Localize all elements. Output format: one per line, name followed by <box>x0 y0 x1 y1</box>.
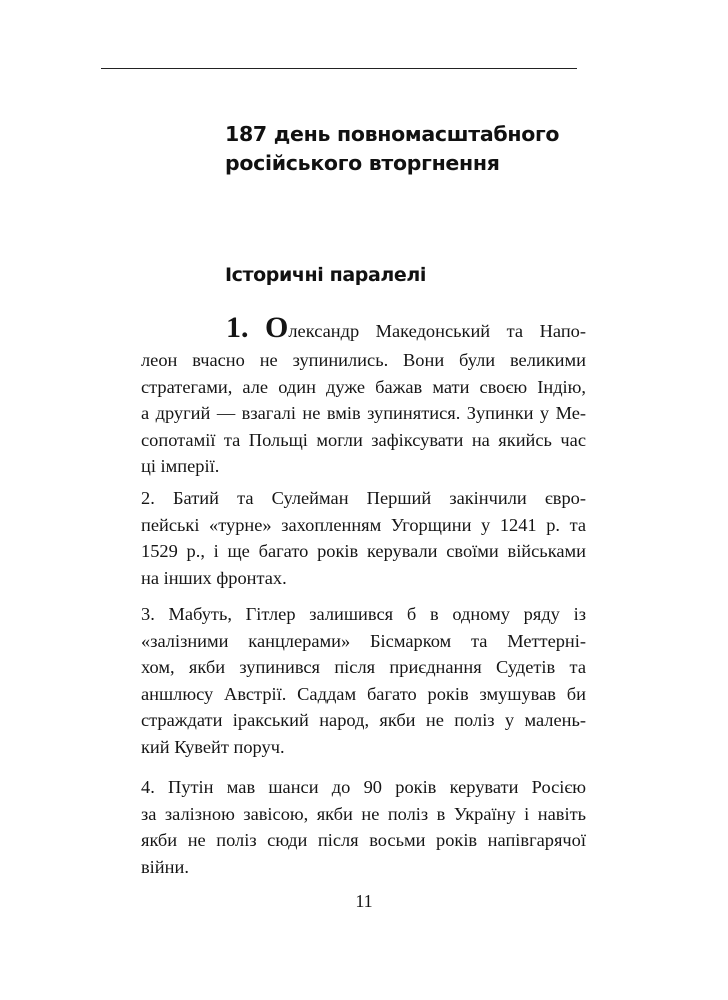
paragraph-4 <box>141 774 586 880</box>
text-line: стратегами, але один дуже бажав мати своєю Індію, <box>141 376 586 397</box>
text-line: 4. Путін мав шанси до 90 років керувати Росією <box>141 777 586 797</box>
text-line: а другий — взагалі не вмів зупинятися. Зупинки у Ме- <box>141 403 586 423</box>
text-line: хом, якби зупинився після приєднання Судетів та <box>141 657 586 677</box>
text-line: пейські «турне» захопленням Угорщини у 1241 р. та <box>141 514 586 535</box>
text-line: 1529 р., і ще багато років керували своїми військами <box>141 541 586 561</box>
text-line: «залізними канцлерами» Бісмарком та Меттерні- <box>141 630 586 651</box>
section-title: Історичні паралелі <box>225 264 427 286</box>
text-line: за залізною завісою, якби не поліз в Україну і навіть <box>141 803 586 824</box>
paragraph-1-first-line <box>141 312 586 347</box>
page-number: 11 <box>355 891 373 911</box>
text-line: кий Кувейт поруч. <box>141 736 285 757</box>
paragraph-1 <box>141 312 586 480</box>
text-line: 2. Батий та Сулейман Перший закінчили євро- <box>141 488 586 508</box>
text-line: якби не поліз сюди після восьми років напівгарячої <box>141 830 586 850</box>
text-line: війни. <box>141 856 189 877</box>
text-line: сопотамії та Польщі могли зафіксувати на якийсь час <box>141 429 586 450</box>
paragraph-1-first-line-text: лександр Македонський та Напо- <box>288 321 586 341</box>
chapter-title <box>225 120 585 178</box>
paragraph-number: 1. <box>226 311 249 344</box>
text-line: леон вчасно не зупинились. Вони були великими <box>141 350 586 370</box>
chapter-title-line-2: російського вторгнення <box>225 151 500 175</box>
text-line: аншлюсу Австрії. Саддам багато років змушував би <box>141 683 586 704</box>
header-rule <box>101 68 577 69</box>
drop-cap: О <box>265 311 289 344</box>
text-line: 3. Мабуть, Гітлер залишився б в одному ряду із <box>141 604 586 624</box>
text-line: на інших фронтах. <box>141 567 287 588</box>
text-line: ці імперії. <box>141 456 220 476</box>
chapter-title-line-1: 187 день повномасштабного <box>225 122 560 146</box>
paragraph-3 <box>141 601 586 760</box>
text-line: страждати іракський народ, якби не поліз у малень- <box>141 710 586 730</box>
paragraph-2 <box>141 485 586 591</box>
